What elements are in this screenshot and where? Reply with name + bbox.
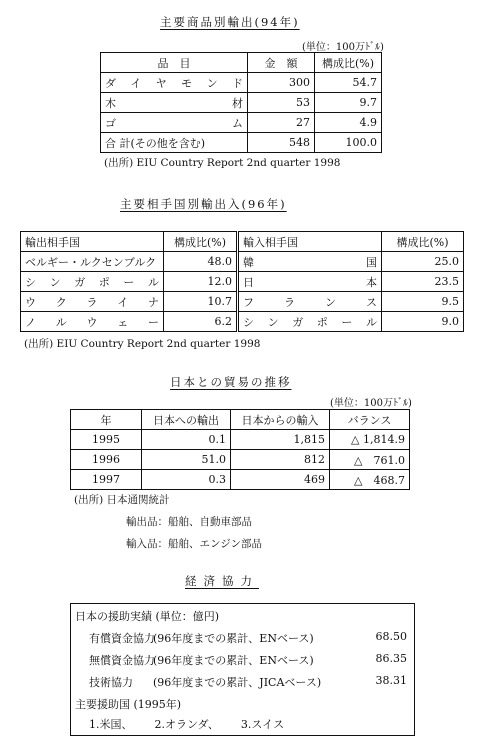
cell-char: ウ <box>25 295 36 309</box>
cell-char: ゴ <box>105 116 116 130</box>
trade-with-japan-table <box>70 409 410 490</box>
aid-item-name: 有償資金協力 <box>89 632 155 645</box>
cell-char: ガ <box>74 275 86 289</box>
balance-cell: △ 761.0 <box>330 450 410 470</box>
section-title-economic-cooperation: 経済協力 <box>185 574 259 588</box>
table-row <box>21 252 464 272</box>
cell-char: 本 <box>366 275 377 289</box>
item-cell <box>101 113 248 133</box>
amount-cell: 27 <box>248 113 315 133</box>
header-ratio-import: 構成比(%) <box>382 232 464 252</box>
export-partner-cell <box>21 292 164 312</box>
aid-item <box>89 652 407 668</box>
import-goods-note: 輸入品：船舶、エンジン部品 <box>126 538 262 550</box>
header-balance: バランス <box>330 410 410 430</box>
donor-item: 3.スイス <box>240 718 285 731</box>
cell-char: ヤ <box>155 76 167 90</box>
cell-char: モ <box>181 76 193 90</box>
balance-cell: △ 468.7 <box>330 470 410 490</box>
cell-char: ェ <box>117 315 129 329</box>
item-cell <box>101 73 248 93</box>
cell-char: フ <box>243 295 254 309</box>
aid-item-detail: (96年度までの累計、ENベース) <box>153 654 314 667</box>
unit-label-exports: (単位：100万ﾄﾞﾙ) <box>302 42 384 53</box>
amount-cell: 300 <box>248 73 315 93</box>
cell-char: ベルギー・ルクセンブルク <box>25 255 157 269</box>
cell-char: ク <box>55 295 67 309</box>
table-row <box>71 450 410 470</box>
export-partner-cell <box>21 272 164 292</box>
cell-char: ポ <box>316 315 328 329</box>
header-export-to-japan: 日本への輸出 <box>142 410 231 430</box>
header-export-partner: 輸出相手国 <box>21 232 164 252</box>
economic-cooperation-box <box>70 603 415 736</box>
cell-char: ン <box>325 295 336 309</box>
cell-char: シ <box>25 275 36 289</box>
year-cell: 1997 <box>71 470 142 490</box>
aid-item-name: 無償資金協力 <box>89 654 155 667</box>
import-ratio-cell: 25.0 <box>382 252 464 272</box>
cell-char: ガ <box>292 315 304 329</box>
table-header-row <box>101 53 382 73</box>
trade-partners-table <box>20 231 464 332</box>
export-ratio-cell: 48.0 <box>164 252 238 272</box>
import-partner-cell <box>238 292 382 312</box>
unit-label-trade: (単位：100万ﾄﾞﾙ) <box>330 398 412 409</box>
header-import-partner: 輸入相手国 <box>238 232 382 252</box>
donor-item: 2.オランダ、 <box>154 718 219 731</box>
cell-char: イ <box>130 76 142 90</box>
amount-cell: 53 <box>248 93 315 113</box>
import-ratio-cell: 9.5 <box>382 292 464 312</box>
export-cell: 0.3 <box>142 470 231 490</box>
cell-char: ル <box>55 315 67 329</box>
source-note-trade: (出所) 日本通関統計 <box>74 494 170 506</box>
import-ratio-cell: 23.5 <box>382 272 464 292</box>
table-row <box>21 272 464 292</box>
source-note-partners: (出所) EIU Country Report 2nd quarter 1998 <box>24 338 261 350</box>
cell-char: イ <box>117 295 129 309</box>
cell-char: ー <box>341 315 353 329</box>
import-partner-cell <box>238 252 382 272</box>
header-ratio: 構成比(%) <box>315 53 382 73</box>
header-import-from-japan: 日本からの輸入 <box>231 410 330 430</box>
header-item: 品 目 <box>101 53 248 73</box>
export-cell: 0.1 <box>142 430 231 450</box>
donor-item: 1.米国、 <box>89 718 133 731</box>
cell-char: ポ <box>98 275 110 289</box>
aid-item-value: 86.35 <box>375 652 407 665</box>
aid-heading: 日本の援助実績 (単位：億円) <box>75 610 220 623</box>
ratio-cell: 4.9 <box>315 113 382 133</box>
main-exports-table <box>100 52 382 153</box>
aid-item-detail: (96年度までの累計、JICAベース) <box>153 676 322 689</box>
cell-char: ウ <box>86 315 98 329</box>
import-ratio-cell: 9.0 <box>382 312 464 332</box>
item-cell <box>101 93 248 113</box>
import-cell: 812 <box>231 450 330 470</box>
donor-list <box>89 716 284 732</box>
aid-item-value: 38.31 <box>375 674 407 687</box>
total-amount: 548 <box>248 133 315 153</box>
header-year: 年 <box>71 410 142 430</box>
export-goods-note: 輸出品：船舶、自動車部品 <box>126 516 252 528</box>
cell-char: シ <box>243 315 254 329</box>
cell-char: 国 <box>366 255 377 269</box>
table-row <box>101 93 382 113</box>
cell-char: ド <box>231 76 243 90</box>
table-row <box>21 312 464 332</box>
aid-item <box>89 630 407 646</box>
aid-item <box>89 674 407 690</box>
cell-char: ス <box>366 295 377 309</box>
export-partner-cell <box>21 312 164 332</box>
cell-char: ム <box>232 116 243 130</box>
cell-char: 材 <box>232 96 243 110</box>
aid-item-name: 技術協力 <box>89 676 133 689</box>
table-header-row <box>71 410 410 430</box>
aid-item-detail: (96年度までの累計、ENベース) <box>153 632 314 645</box>
header-amount: 金 額 <box>248 53 315 73</box>
total-label: 合 計(その他を含む) <box>101 133 248 153</box>
cell-char: ラ <box>86 295 98 309</box>
year-cell: 1996 <box>71 450 142 470</box>
export-ratio-cell: 12.0 <box>164 272 238 292</box>
aid-item-value: 68.50 <box>375 630 407 643</box>
export-cell: 51.0 <box>142 450 231 470</box>
import-partner-cell <box>238 312 382 332</box>
export-ratio-cell: 10.7 <box>164 292 238 312</box>
table-row <box>101 113 382 133</box>
ratio-cell: 54.7 <box>315 73 382 93</box>
import-partner-cell <box>238 272 382 292</box>
donor-heading: 主要援助国 (1995年) <box>75 698 182 711</box>
cell-char: ン <box>267 315 279 329</box>
balance-cell: △ 1,814.9 <box>330 430 410 450</box>
table-row <box>21 292 464 312</box>
table-row <box>71 430 410 450</box>
year-cell: 1995 <box>71 430 142 450</box>
cell-char: ノ <box>25 315 36 329</box>
table-row <box>71 470 410 490</box>
export-ratio-cell: 6.2 <box>164 312 238 332</box>
table-row <box>101 73 382 93</box>
cell-char: 韓 <box>243 255 254 269</box>
cell-char: 日 <box>243 275 254 289</box>
source-note-exports: (出所) EIU Country Report 2nd quarter 1998 <box>104 157 341 169</box>
total-ratio: 100.0 <box>315 133 382 153</box>
cell-char: ン <box>206 76 218 90</box>
section-title-trade-partners: 主要相手国別輸出入(96年) <box>120 197 287 211</box>
table-header-row <box>21 232 464 252</box>
export-partner-cell <box>21 252 164 272</box>
cell-char: ダ <box>105 76 116 90</box>
cell-char: ラ <box>284 295 295 309</box>
cell-char: ル <box>365 315 377 329</box>
cell-char: 木 <box>105 96 116 110</box>
import-cell: 469 <box>231 470 330 490</box>
cell-char: ン <box>49 275 61 289</box>
import-cell: 1,815 <box>231 430 330 450</box>
total-row <box>101 133 382 153</box>
section-title-main-exports: 主要商品別輸出(94年) <box>160 15 300 29</box>
cell-char: ナ <box>148 295 159 309</box>
cell-char: ー <box>123 275 135 289</box>
cell-char: ル <box>147 275 159 289</box>
header-ratio-export: 構成比(%) <box>164 232 238 252</box>
ratio-cell: 9.7 <box>315 93 382 113</box>
section-title-trade-with-japan: 日本との貿易の推移 <box>170 375 292 389</box>
cell-char: ー <box>148 315 159 329</box>
